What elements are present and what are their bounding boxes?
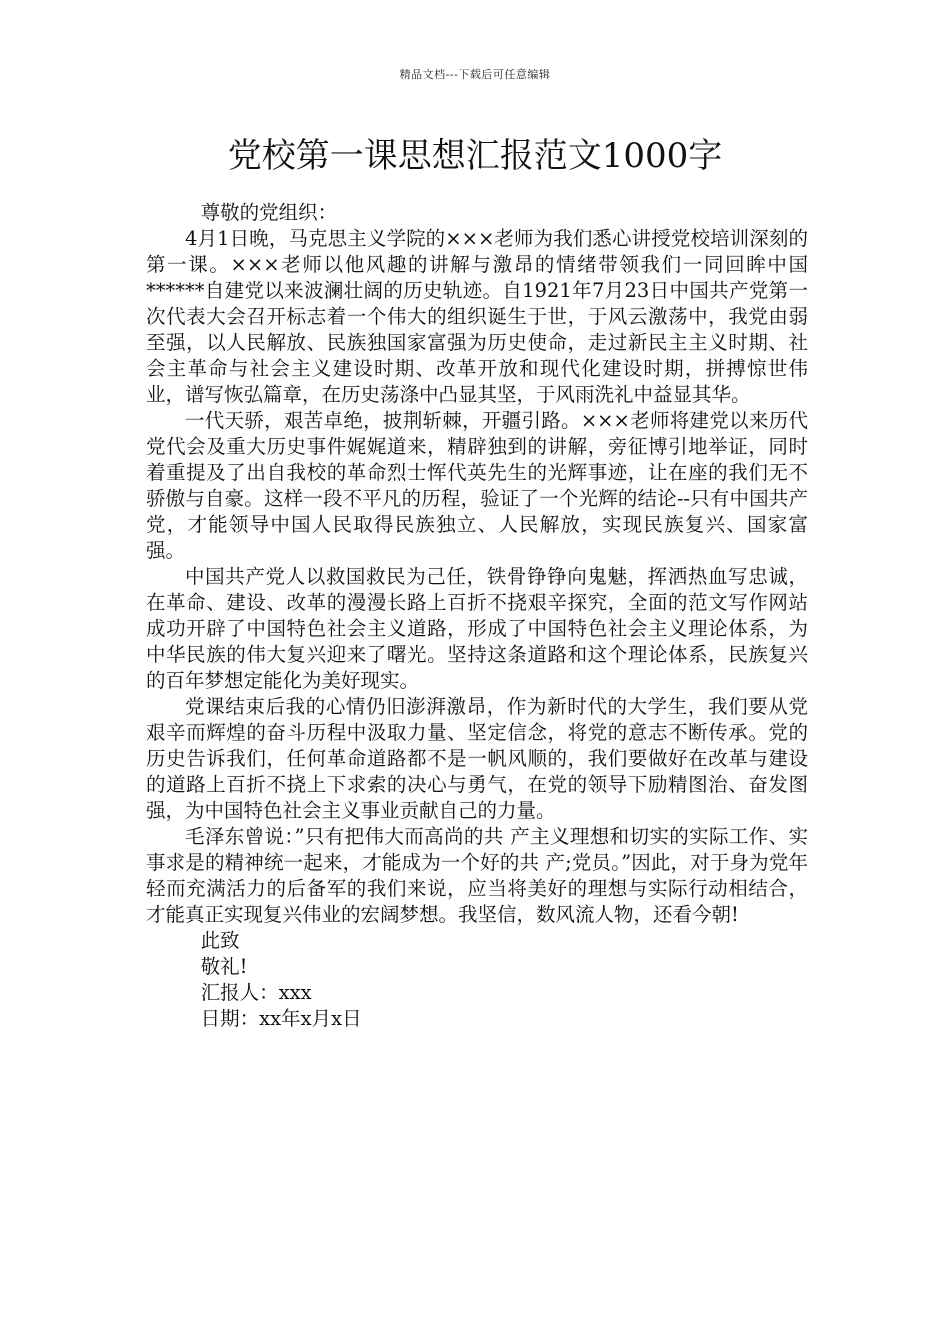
paragraph-3: 中国共产党人以救国救民为己任，铁骨铮铮向鬼魅，挥洒热血写忠诚，在革命、建设、改革的漫漫长路上百折不挠艰辛探究，全面的范文写作网站成功开辟了中国特色社会主义道路，形成了中国特色社会主义理论体系，为中华民族的伟大复兴迎来了曙光。坚持这条道路和这个理论体系，民族复兴的百年梦想定能化为美好现实。	[146, 565, 808, 692]
document-body	[146, 200, 808, 1032]
paragraph-1: 4月1日晚，马克思主义学院的×××老师为我们悉心讲授党校培训深刻的第一课。×××老师以他风趣的讲解与激昂的情绪带领我们一同回眸中国******自建党以来波澜壮阔的历史轨迹。自1921年7月23日中国共产党第一次代表大会召开标志着一个伟大的组织诞生于世，于风云激荡中，我党由弱至强，以人民解放、民族独国家富强为历史使命，走过新民主主义时期、社会主革命与社会主义建设时期、改革开放和现代化建设时期，拼搏惊世伟业，谱写恢弘篇章，在历史荡涤中凸显其坚，于风雨洗礼中益显其华。	[146, 227, 808, 406]
paragraph-4: 党课结束后我的心情仍旧澎湃激昂，作为新时代的大学生，我们要从党艰辛而辉煌的奋斗历程中汲取力量、坚定信念，将党的意志不断传承。党的历史告诉我们，任何革命道路都不是一帆风顺的，我们要做好在改革与建设的道路上百折不挠上下求索的决心与勇气，在党的领导下励精图治、奋发图强，为中国特色社会主义事业贡献自己的力量。	[146, 695, 808, 822]
paragraph-5: 毛泽东曾说：”只有把伟大而高尚的共 产主义理想和切实的实际工作、实事求是的精神统一起来，才能成为一个好的共 产;党员。”因此，对于身为党年轻而充满活力的后备军的我们来说，应当将美好的理想与实际行动相结合，才能真正实现复兴伟业的宏阔梦想。我坚信，数风流人物，还看今朝!	[146, 825, 808, 926]
reporter-line: 汇报人：xxx	[200, 981, 312, 1004]
salutation: 尊敬的党组织：	[200, 201, 338, 224]
paragraph-2: 一代天骄，艰苦卓绝，披荆斩棘，开疆引路。×××老师将建党以来历代党代会及重大历史事件娓娓道来，精辟独到的讲解，旁征博引地举证，同时着重提及了出自我校的革命烈士恽代英先生的光辉事迹，让在座的我们无不骄傲与自豪。这样一段不平凡的历程，验证了一个光辉的结论--只有中国共产党，才能领导中国人民取得民族独立、人民解放，实现民族复兴、国家富强。	[146, 409, 808, 562]
document-title: 党校第一课思想汇报范文1000字	[227, 136, 723, 176]
closing-ci-zhi: 此致	[200, 929, 240, 952]
header-note: 精品文档---下载后可任意编辑	[399, 68, 551, 81]
date-line: 日期：xx年x月x日	[200, 1007, 362, 1030]
closing-jing-li: 敬礼!	[200, 955, 248, 978]
